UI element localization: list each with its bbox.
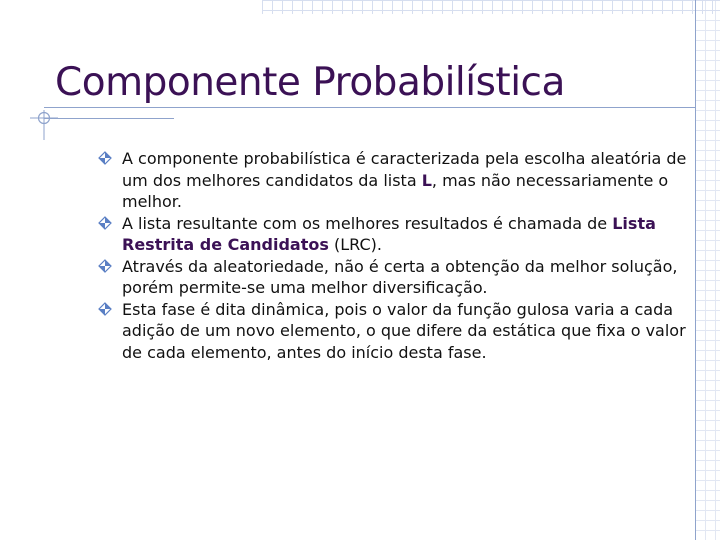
slide-title: Componente Probabilística	[55, 60, 565, 105]
bullet-item	[98, 299, 688, 364]
bullet-text: (LRC).	[328, 235, 382, 254]
bullet-text: Através da aleatoriedade, não é certa a obtenção da melhor solução, porém permite-se uma melhor diversificação.	[122, 256, 678, 297]
bullet-emphasis: L	[421, 170, 432, 190]
diamond-bullet-icon	[98, 151, 112, 165]
diamond-bullet-icon	[98, 216, 112, 230]
diamond-bullet-icon	[98, 302, 112, 316]
bullet-list	[98, 148, 688, 363]
bullet-item	[98, 256, 688, 299]
title-rule	[44, 107, 695, 108]
accent-rule	[44, 118, 174, 119]
diamond-bullet-icon	[98, 259, 112, 273]
bullet-item	[98, 213, 688, 256]
bullet-text: A componente probabilística é caracterizada pela escolha aleatória de um dos melhores candidatos da lista	[122, 149, 687, 190]
vertical-rule	[695, 0, 696, 540]
crosshair-icon	[28, 110, 58, 140]
bullet-item	[98, 148, 688, 213]
header-grid-decoration	[262, 0, 720, 14]
bullet-text: A lista resultante com os melhores resultados é chamada de	[122, 213, 613, 233]
side-grid-decoration	[695, 0, 720, 540]
bullet-emphasis: Lista Restrita de Candidatos	[122, 213, 656, 254]
bullet-text: , mas não necessariamente o melhor.	[122, 170, 669, 211]
bullet-text: Esta fase é dita dinâmica, pois o valor da função gulosa varia a cada adição de um novo elemento, o que difere da estática que fixa o valor de cada elemento, antes do início desta fase.	[122, 299, 686, 362]
